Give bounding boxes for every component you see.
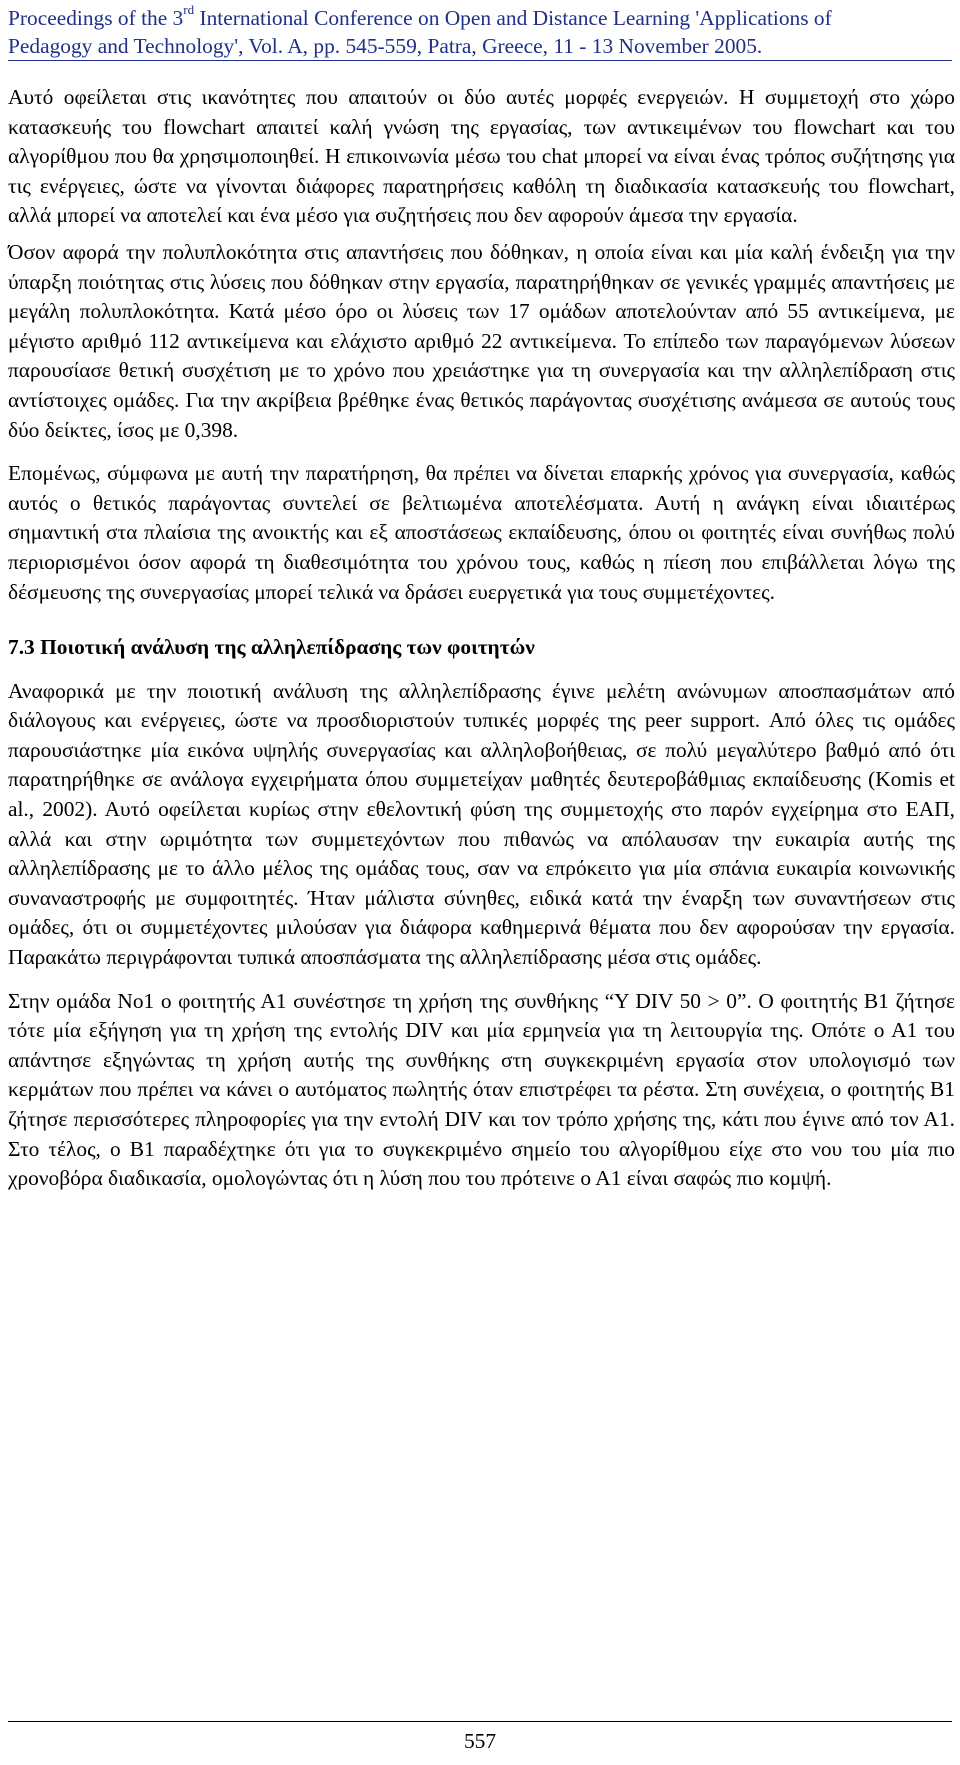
running-header — [8, 1, 952, 60]
footer-divider — [8, 1721, 952, 1722]
paragraph-group-example: Στην ομάδα Νο1 ο φοιτητής Α1 συνέστησε τη χρήση της συνθήκης “Y DIV 50 > 0”. Ο φοιτητής Β1 ζήτησε τότε μία εξήγηση για τη χρήση της εντολής DIV και μία ερμηνεία για τη λειτουργία της. Οπότε ο Α1 του απάντησε εξηγώντας τη χρήση αυτής της συνθήκης στη συγκεκριμένη εργασία στον υπολογισμό των κερμάτων που πρέπει να κάνει ο αυτόματος πωλητής όταν επιστρέφει τα ρέστα. Στη συνέχεια, ο φοιτητής Β1 ζήτησε περισσότερες πληροφορίες για την εντολή DIV και τον τρόπο χρήσης της, κάτι που έγινε από τον Α1. Στο τέλος, ο Β1 παραδέχτηκε ότι για το συγκεκριμένο σημείο του αλγορίθμου είχε στο νου του μία πιο χρονοβόρα διαδικασία, ομολογώντας ότι η λύση που του πρότεινε ο Α1 είναι σαφώς πιο κομψή. — [8, 988, 955, 1191]
paragraph-solution-complexity: Όσον αφορά την πολυπλοκότητα στις απαντήσεις που δόθηκαν, η οποία είναι και μία καλή ένδειξη για την ύπαρξη ποιότητας στις λύσεις που δόθηκαν στην εργασία, παρατηρήθηκαν σε γενικές γραμμές απαντήσεις με μεγάλη πολυπλοκότητα. Κατά μέσο όρο οι λύσεις των 17 ομάδων αποτελούνταν από 55 αντικείμενα, με μέγιστο αριθμό 112 αντικείμενα και ελάχιστο αριθμό 22 αντικείμενα. Το επίπεδο των παραγόμενων λύσεων παρουσίασε θετική συσχέτιση με το χρόνο που χρειάστηκε για τη συνεργασία και την αλληλεπίδραση στις αντίστοιχες ομάδες. Για την ακρίβεια βρέθηκε ένας θετικός παράγοντας συσχέτισης ανάμεσα σε αυτούς τους δύο δείκτες, ίσος με 0,398. — [8, 239, 955, 442]
header-ordinal-superscript: rd — [183, 1, 195, 17]
section-heading — [8, 633, 955, 663]
header-line-1-end: International Conference on Open and Distance Learning 'Applications of — [194, 6, 832, 30]
header-line-2: Pedagogy and Technology', Vol. A, pp. 545-559, Patra, Greece, 11 - 13 November 2005. — [8, 34, 763, 58]
section-title: Ποιοτική ανάλυση της αλληλεπίδρασης των φοιτητών — [40, 635, 535, 660]
paragraph-complexity-reason: Αυτό οφείλεται στις ικανότητες που απαιτούν οι δύο αυτές μορφές ενεργειών. Η συμμετοχή στο χώρο κατασκευής του flowchart απαιτεί καλή γνώση της εργασίας, των αντικειμένων του flowchart και του αλγορίθμου που θα χρησιμοποιηθεί. Η επικοινωνία μέσω του chat μπορεί να είναι ένας τρόπος συζήτησης για τις ενέργειες, ώστε να γίνονται διάφορες παρατηρήσεις καθόλη τη διαδικασία κατασκευής του flowchart, αλλά μπορεί να αποτελεί και ένα μέσο για συζητήσεις που δεν αφορούν άμεσα την εργασία. — [8, 85, 955, 228]
main-text — [8, 83, 955, 1208]
header-divider — [8, 60, 952, 61]
paragraph-time-recommendation: Επομένως, σύμφωνα με αυτή την παρατήρηση, θα πρέπει να δίνεται επαρκής χρόνος για συνεργασία, καθώς αυτός ο θετικός παράγοντας συντελεί σε βελτιωμένα αποτελέσματα. Αυτή η ανάγκη είναι ιδιαιτέρως σημαντική στα πλαίσια της ανοικτής και εξ αποστάσεως εκπαίδευσης, όπου οι φοιτητές είναι συνήθως πολύ περιορισμένοι όσον αφορά τη διαθεσιμότητα του χρόνου τους, καθώς η πίεση που επιβάλλεται λόγω της δέσμευσης της συνεργασίας μπορεί τελικά να δράσει ευεργετικά για τους συμμετέχοντες. — [8, 461, 955, 604]
section-number: 7.3 — [8, 635, 35, 660]
paragraph-qualitative-analysis: Αναφορικά με την ποιοτική ανάλυση της αλληλεπίδρασης έγινε μελέτη ανώνυμων αποσπασμάτων από διάλογους και ενέργειες, ώστε να προσδιοριστούν τυπικές μορφές της peer support. Από όλες τις ομάδες παρουσιάστηκε μία εικόνα υψηλής συνεργασίας και αλληλοβοήθειας, σε πολύ μεγαλύτερο βαθμό από ότι παρατηρήθηκε σε ανάλογα εγχειρήματα όπου συμμετείχαν μαθητές δευτεροβάθμιας εκπαίδευσης (Komis et al., 2002). Αυτό οφείλεται κυρίως στην εθελοντική φύση της συμμετοχής στο παρόν εγχείρημα στο ΕΑΠ, αλλά και στην ωριμότητα των συμμετεχόντων που πιθανώς να απόλαυσαν την ευκαιρία αυτής της αλληλεπίδρασης με το άλλο μέλος της ομάδας τους, σαν να επρόκειτο για μία σπάνια ευκαιρία κοινωνικής συναναστροφής με συμφοιτητές. Ήταν μάλιστα σύνηθες, ειδικά κατά την έναρξη των συναντήσεων στις ομάδες, ότι οι συμμετέχοντες μιλούσαν για διάφορα καθημερινά θέματα που δεν αφορούσαν την εργασία. Παρακάτω περιγράφονται τυπικά αποσπάσματα της αλληλεπίδρασης μέσα στις ομάδες. — [8, 678, 955, 970]
page-number: 557 — [463, 1729, 497, 1753]
header-line-1 — [8, 1, 952, 32]
header-line-1-start: Proceedings of the 3 — [8, 6, 184, 30]
